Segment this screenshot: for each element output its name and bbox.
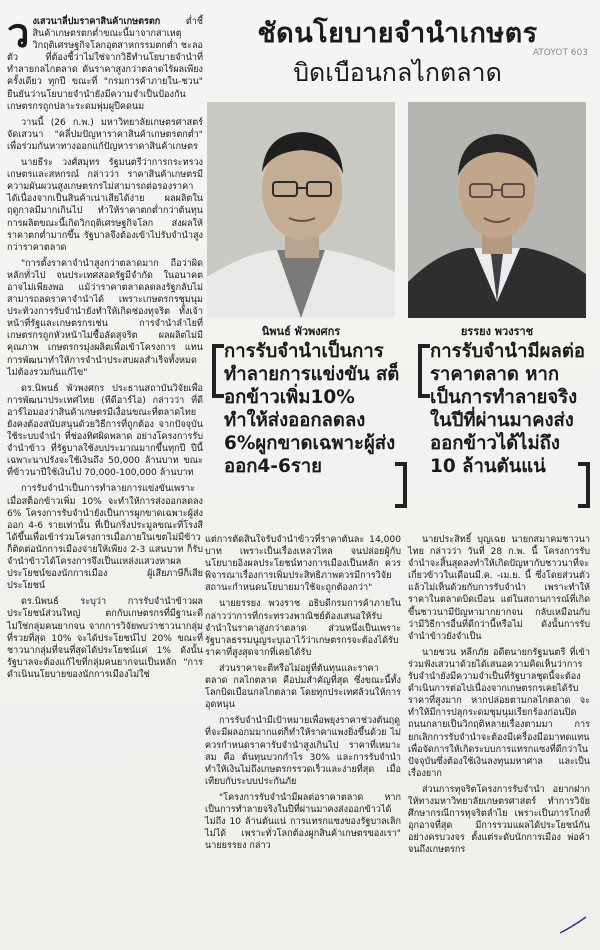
body-paragraph: แต่การตัดสินใจรับจำนำข้าวที่ราคาตันละ 14,000 บาท เพราะเป็นเรื่องเหลวไหล จนปล่อยผู้กับนโยบายอิงผลประโยชน์ทางการเมืองเป็นหลัก ควรพิจารณาเรื่องการเพิ่มประสิทธิภาพควรมีการวิจัยสถานะกำหนดนโยบายมาใช้จะถูกต้องกว่า" bbox=[205, 535, 401, 594]
pull-quote-text: การรับจำนำเป็นการทำลายการแข่งขัน สต็อกข้าวเพิ่ม10% ทำให้ส่งออกลดลง 6%ผูกขาดเฉพาะผู้ส่งออก4-6ราย bbox=[224, 341, 400, 477]
body-paragraph: นายชวน หลีกภัย อดีตนายกรัฐมนตรี ที่เข้าร่วมฟังเสวนาด้วยได้เสนอความคิดเห็นว่าการรับจำนำยังมีความจำเป็นที่รัฐบาลชุดนี้จะต้องดำเนินการต่อไปเนื่องจากเกษตรกรเคยได้รับราคาที่สูงมาก หากปล่อยตามกลไกตลาด จะทำให้มีการปลุกระดมชุมนุมเรียกร้องก่อนปิดถนนกลายเป็นวิกฤติหลายเรื่องตามมา การยกเลิกการรับจำนำจะต้องมีเครื่องมือมาทดแทนเพื่อจัดการให้เกิดระบบการแทรกแซงที่ดีกว่าในปัจจุบันซึ่งต้องใช้เงินลงทุนมหาศาล และเป็นเรื่องยาก bbox=[408, 647, 590, 779]
body-paragraph: ส่วนราคาจะตีหรือไม่อยู่ที่ต้นทุนและราคาตลาด กลไกตลาด คือปมสำคัญที่สุด ซึ่งขณะนี้ทั้งโลกบิดเบือนกลไกตลาด โดยทุกประเทศล้วนให้การอุดหนุน bbox=[205, 663, 401, 711]
body-paragraph: ส่วนการทุจริตโครงการรับจำนำ อยากฝากให้ทางมหาวิทยาลัยเกษตรศาสตร์ ทำการวิจัยศึกษากรณีการทุจริตลำไย เพราะเป็นการโกงที่อุกอาจที่สุด มีการรวมแผลได้ประโยชน์กันอย่างครบวงจร ตั้งแต่ระดับนักการเมือง พ่อค้า จนถึงเกษตรกร bbox=[408, 784, 590, 856]
lead-paragraph bbox=[7, 10, 203, 113]
body-paragraph: นายประสิทธิ์ บุญเฉย นายกสมาคมชาวนาไทย กล่าวว่า วันที่ 28 ก.พ. นี้ โครงการรับจำนำจะสิ้นสุดลงทำให้เกิดปัญหากับชาวนาที่จะเกี่ยวข้าวในเดือนมี.ค. -เม.ย. นี้ ซึ่งโดยส่วนตัวแล้วไม่เห็นด้วยกับการรับจำนำ เพราะทำให้ราคาในตลาดบิดเบือน แต่ในสถานการณ์ที่เกิดขึ้นชาวนามีปัญหามากยากจน กลับเหมือนกับว่ามีวิธีการอื่นที่ดีกว่านี้หรือไม่ ดังนั้นการรับจำนำข้าวยังจำเป็น bbox=[408, 535, 590, 642]
pen-mark-icon bbox=[558, 915, 588, 935]
quote-bracket-open bbox=[418, 344, 430, 398]
pull-quote-text: การรับจำนำมีผลต่อราคาตลาด หากเป็นการทำลายจริง ในปีที่ผ่านมาคงส่งออกข้าวได้ไม่ถึง 10 ล้านตันแน่ bbox=[430, 341, 585, 477]
quote-bracket-close bbox=[395, 462, 407, 508]
body-paragraph: "โครงการรับจำนำมีผลต่อราคาตลาด หากเป็นการทำลายจริงในปีที่ผ่านมาคงส่งออกข้าวได้ไม่ถึง 10 ล้านตันแน่ การแทรกแซงของรัฐบาลเลิกไม่ได้ เพราะทั่วโลกต้องผูกสินค้าเกษตรของเรา" นายยรรยง กล่าว bbox=[205, 792, 401, 852]
portrait-photo-yanyong bbox=[408, 102, 586, 318]
portrait-illustration bbox=[207, 102, 395, 318]
quote-bracket-open bbox=[212, 344, 224, 398]
headline-line-2: บิดเบือนกลไกตลาด bbox=[293, 58, 502, 87]
body-paragraph: ดร.นิพนธ์ ระบุว่า การรับจำนำข้าวผลประโยชน์ส่วนใหญ่ ตกกับเกษตรกรที่มีฐานะดี ไม่ใช่กลุ่มคนยากจน จากการวิจัยพบว่าชาวนากลุ่มที่รวยที่สุด 10% จะได้ประโยชน์ไป 20% ขณะที่ชาวนากลุ่มที่จนที่สุดได้ประโยชน์แค่ 1% ดังนั้นรัฐบาลจะต้องแก้ไขที่กลุ่มคนยากจนเป็นหลัก "การดำเนินนโยบายของนักการเมืองไม่ใช่ bbox=[7, 597, 203, 680]
body-paragraph: วานนี้ (26 ก.พ.) มหาวิทยาลัยเกษตรศาสตร์ จัดเสวนา "คลี่ปมปัญหาราคาสินค้าเกษตรตกต่ำ" เพื่อร่วมกันหาทางออกแก้ปัญหาราคาสินค้าเกษตร bbox=[7, 117, 203, 152]
portrait-photo-nipon bbox=[207, 102, 395, 318]
body-paragraph: นายยรรยง พวงราช อธิบดีกรมการค้าภายใน กล่าวว่าการที่กระทรวงพาณิชย์ต้องเสนอให้รับจำนำในราคาสูงกว่าตลาด ส่วนหนึ่งเป็นเพราะรัฐบาลธรรมนูญระบุเอาไว้ว่าเกษตรกรจะต้องได้รับราคาที่สูงสุดจากที่เคยได้รับ bbox=[205, 599, 401, 658]
body-paragraph: นายธีระ วงศ์สมุทร รัฐมนตรีว่าการกระทรวงเกษตรและสหกรณ์ กล่าวว่า ราคาสินค้าเกษตรมีความผันผวนสูงเกษตรกรไม่สามารถต่อรองราคาได้เนื่องจากเป็นสินค้าเน่าเสียได้ง่าย ผลผลิตในฤดูกาลมีมากเกินไป ทำให้ราคาตกต่ำกว่าต้นทุนการผลิตขณะนี้เกิดวิกฤติเศรษฐกิจโลก ส่งผลให้ราคาตกต่ำมากขึ้น รัฐบาลจึงต้องเข้าไปรับจำนำสูงกว่าราคาตลาด bbox=[7, 158, 203, 253]
photo-caption: นิพนธ์ พัวพงศกร bbox=[261, 325, 341, 338]
body-paragraph: การรับจำนำเป็นการทำลายการแข่งขันเพราะเมื่อสต็อกข้าวเพิ่ม 10% จะทำให้การส่งออกลดลง 6% โครงการรับจำนำยังเป็นการผูกขาดเฉพาะผู้ส่งออก 4-6 รายเท่านั้น ที่เป็นกริ่งประมูลขณะที่โรงสีได้ขึ้นเพื่อเข้าร่วมโครงการเมื่อภายในเขตไม่มีข้าวก็ติดต่อนักการเมืองจ่ายให้เพียง 2-3 แสนบาท ก็รับจำนำข้าวได้โครงการจึงเป็นแหล่งแสวงหาผลประโยชน์ของนักการเมือง ผู้เสียภาษีก็เสียประโยชน์ bbox=[7, 484, 203, 592]
middle-text-column bbox=[205, 534, 401, 856]
photo-caption: ยรรยง พวงราช bbox=[460, 325, 534, 338]
right-text-column bbox=[408, 534, 590, 860]
body-paragraph: การรับจำนำมีเป้าหมายเพื่อพยุงราคาช่วงต้นฤดู ที่จะมีผลอกมมากแต่ก็ทำให้ราคาแพงยิ่งขึ้นด้วย ไม่ควรกำหนดราคารับจำนำสูงเกินไป ราคาที่เหมาะสม คือ ต้นทุนบวกกำไร 30% และการรับจำนำทำให้เงินไม่ถึงเกษตรกรรวดเร็วและง่ายที่สุด เมื่อเทียบกับระบบประกันภัย bbox=[205, 716, 401, 787]
left-text-column bbox=[7, 10, 203, 685]
pull-quote bbox=[430, 340, 590, 478]
drop-cap: ว bbox=[7, 10, 30, 57]
quote-bracket-close bbox=[578, 462, 590, 508]
corner-text: ATOYOT 603 bbox=[532, 48, 588, 58]
body-paragraph: "การตั้งราคาจำนำสูงกว่าตลาดมาก ถือว่าผิดหลักทั่วไป จนประเทศสอดรัฐมีจำกัด ในอนาคตอาจไม่เพียงพอ แม้ว่าราคาตลาดลดลงรัฐกลับไม่สามารถลดราคาจำนำได้ เพราะเกษตรกรชุมนุมประท้วงการรับจำนำยังทำให้เกิดช่องทุจริต ทั้งเจ้าหน้าที่รัฐและเกษตรกรเช่น การจำนำลำไยที่เกษตรกรถูกหัวหน้าไม่ซื้อลัดสุจริต ผลผลิตไม่มีคุณภาพ เกษตรกรมุ่งผลิตเพื่อเข้าโครงการ แทนการพัฒนาทำให้การจำนำประสบผลสำเร็จทั้งหมดไม่ต้องรวมกันแก้ไข" bbox=[7, 258, 203, 378]
headline-line-1: ชัดนโยบายจำนำเกษตร bbox=[257, 18, 538, 49]
lead-kicker: งเสวนาลี่ปมราคาสินค้าเกษตรตก bbox=[32, 17, 161, 27]
portrait-illustration bbox=[408, 102, 586, 318]
pull-quote bbox=[224, 340, 402, 478]
body-paragraph: ดร.นิพนธ์ พัวพงศกร ประธานสถาบันวิจัยเพื่อการพัฒนาประเทศไทย (ทีดีอาร์ไอ) กล่าวว่า ที่ดีอาร์ไอมองว่าสินค้าเกษตรมีเงื่อนขณะที่ตลาดไทยยังคงต้องสนับสนุนด้วยวิธีการที่ถูกต้อง จากปัจจุบันใช้ระบบจำนำ ที่ช่องทิศผิดพลาด อย่างโครงการรับจำนำข้าว ที่รัฐบาลใช้งบประมาณมากขึ้นทุกปี ปีนี้เฉพาะนาปรังจะใช้เงินถึง 50,000 ล้านบาท ขณะที่ข้าวนาปีใช้เงินไป 70,000-100,000 ล้านบาท bbox=[7, 383, 203, 479]
lead-text: ต่ำชี้สินค้าเกษตรตกต่ำขณะนี้มาจากสาเหตุวิกฤติเศรษฐกิจโลกอุตสาหกรรมตกต่ำ ชะลอตัว ที่ต้องชี้ว่าไม่ใช่จากวิธีทำนโยบายจำนำที่ทำลายกลไกตลาด ดันราคาสูงกว่าตลาดไร้ผลเพียงครั้งเดียว ทุกปี ขณะที่ "กรมการค้าภายใน-ชวน" ยืนยันว่านโยบายจำนำยังมีความจำเป็นป้องกันเกษตรกรถูกปลาะระดมพุ่มผูปีคดนม bbox=[7, 17, 203, 112]
